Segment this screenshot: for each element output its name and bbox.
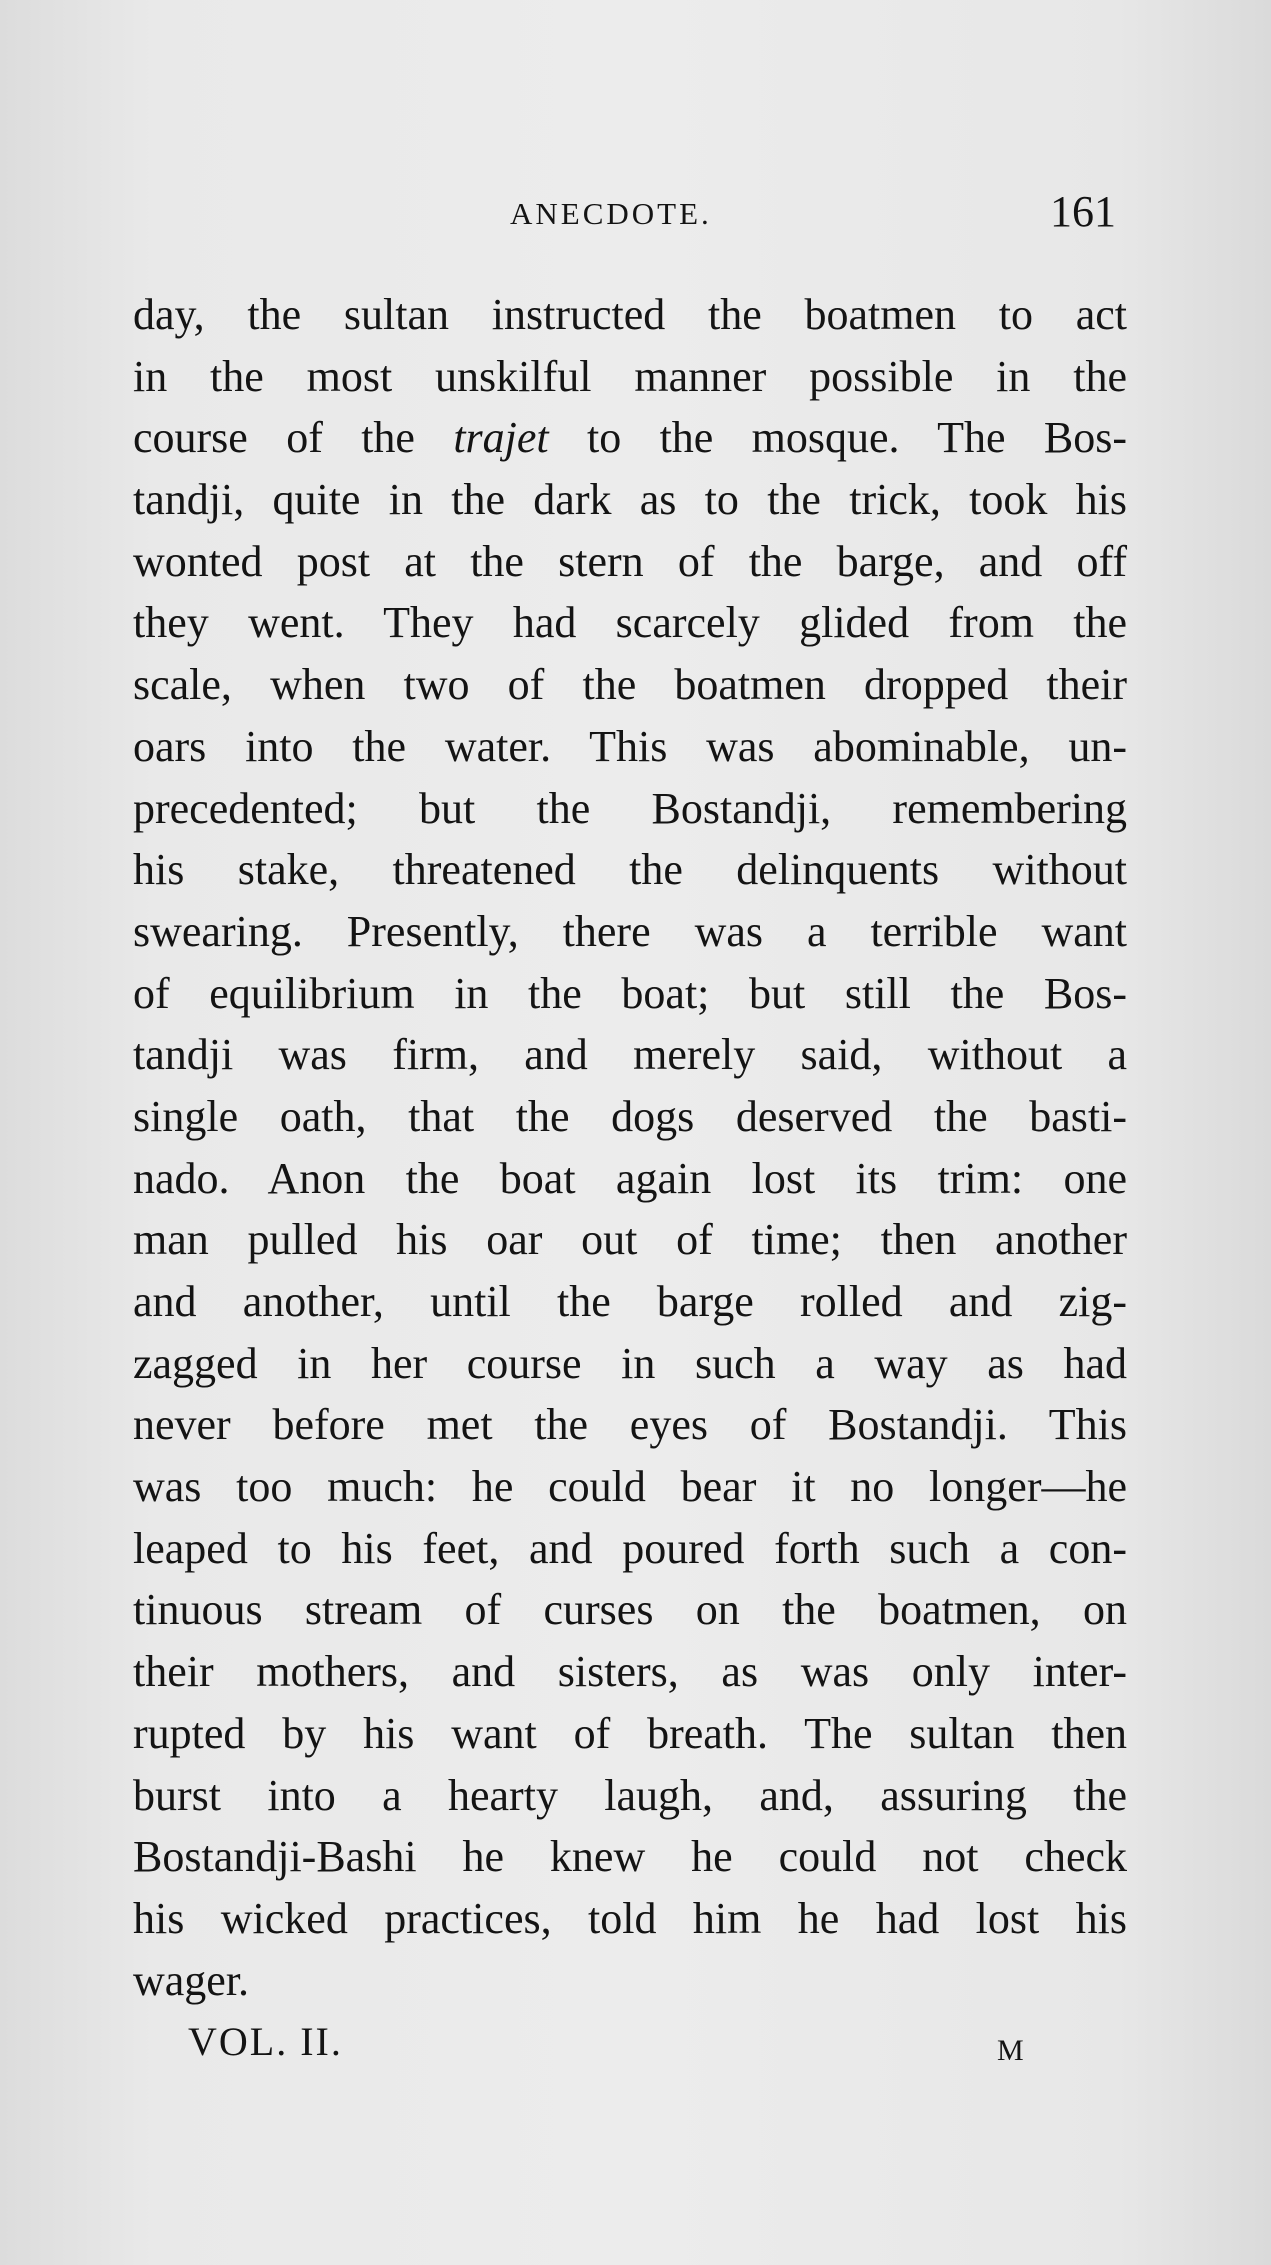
running-title: ANECDOTE.	[510, 196, 712, 231]
text-line-23: their mothers, and sisters, as was only inter-	[133, 1647, 1127, 1697]
text-line-3	[133, 407, 1127, 469]
text-line-26: Bostandji-Bashi he knew he could not check	[133, 1832, 1127, 1882]
text-line-24: rupted by his want of breath. The sultan then	[133, 1708, 1127, 1758]
text-line-10: his stake, threatened the delinquents without	[133, 845, 1127, 895]
text-line-12: of equilibrium in the boat; but still the Bos-	[133, 968, 1127, 1018]
text-line-20: was too much: he could bear it no longer—he	[133, 1462, 1127, 1512]
signature-mark: M	[997, 2034, 1024, 2067]
text-line-17: and another, until the barge rolled and zig-	[133, 1277, 1127, 1326]
text-line-14: single oath, that the dogs deserved the basti-	[133, 1091, 1127, 1141]
text-line-13: tandji was firm, and merely said, without a	[133, 1030, 1127, 1080]
text-line-16: man pulled his oar out of time; then another	[133, 1215, 1127, 1265]
text-line-9: precedented; but the Bostandji, remembering	[133, 783, 1127, 833]
text-line-3-end: to the mosque. The Bos-	[548, 413, 1127, 463]
text-line-3-start: course of the	[133, 413, 454, 463]
text-line-5: wonted post at the stern of the barge, and off	[133, 536, 1127, 586]
text-line-6: they went. They had scarcely glided from the	[133, 598, 1127, 648]
text-line-25: burst into a hearty laugh, and, assuring the	[133, 1770, 1127, 1820]
text-line-15: nado. Anon the boat again lost its trim: one	[133, 1153, 1127, 1203]
text-line-18: zagged in her course in such a way as had	[133, 1338, 1127, 1388]
text-line-11: swearing. Presently, there was a terrible want	[133, 906, 1127, 956]
text-line-21: leaped to his feet, and poured forth such a con-	[133, 1523, 1127, 1573]
text-line-1: day, the sultan instructed the boatmen to act	[133, 290, 1127, 339]
page-number: 161	[1050, 187, 1116, 236]
text-line-2: in the most unskilful manner possible in the	[133, 351, 1127, 401]
volume-label: VOL. II.	[188, 2019, 343, 2064]
text-line-8: oars into the water. This was abominable, un-	[133, 721, 1127, 771]
text-line-27: his wicked practices, told him he had lost his	[133, 1893, 1127, 1943]
text-line-7: scale, when two of the boatmen dropped their	[133, 660, 1127, 710]
italic-word: trajet	[453, 413, 549, 463]
text-line-4: tandji, quite in the dark as to the trick, took his	[133, 475, 1127, 525]
text-line-19: never before met the eyes of Bostandji. This	[133, 1400, 1127, 1450]
text-line-28: wager.	[133, 1955, 250, 2005]
text-line-22: tinuous stream of curses on the boatmen, on	[133, 1585, 1127, 1635]
body-text	[133, 284, 1127, 2011]
